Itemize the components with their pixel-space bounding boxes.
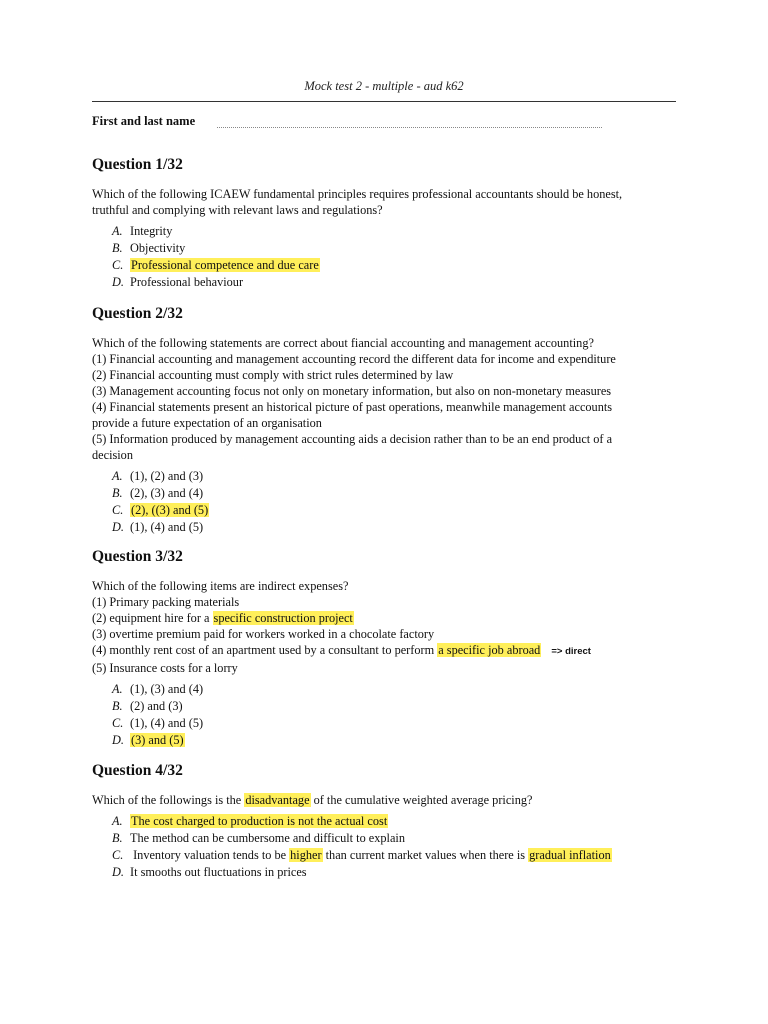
annotation-note: => direct [551, 646, 591, 657]
option-text-highlighted: Professional competence and due care [131, 258, 319, 272]
option-text: Inventory valuation tends to be [130, 848, 290, 862]
question-line: decision [92, 448, 133, 462]
option-letter: A. [112, 682, 123, 696]
question-title: Question 1/32 [92, 156, 183, 173]
option-text: Professional behaviour [130, 275, 244, 289]
question-4 [92, 762, 662, 881]
option-a[interactable] [92, 223, 662, 240]
question-line: Which of the following statements are correct about fiancial accounting and management accounting? [92, 336, 594, 350]
option-letter: D. [112, 520, 124, 534]
options-list [92, 813, 662, 881]
option-text-highlighted: The cost charged to production is not the actual cost [131, 814, 388, 828]
option-letter: D. [112, 733, 124, 747]
question-line: (3) overtime premium paid for workers worked in a chocolate factory [92, 627, 435, 641]
option-letter: D. [112, 275, 124, 289]
options-list [92, 223, 662, 291]
document-header-title: Mock test 2 - multiple - aud k62 [304, 79, 464, 93]
option-b[interactable] [92, 698, 662, 715]
option-c[interactable] [92, 257, 662, 274]
option-b[interactable] [92, 485, 662, 502]
options-list [92, 468, 662, 536]
option-letter: C. [112, 503, 124, 517]
line-text: (4) monthly rent cost of an apartment used by a consultant to perform [92, 643, 438, 657]
question-line: (5) Insurance costs for a lorry [92, 661, 238, 675]
highlighted-text: disadvantage [245, 793, 310, 807]
option-d[interactable] [92, 274, 662, 291]
option-b[interactable] [92, 240, 662, 257]
option-letter: C. [112, 848, 124, 862]
question-line [92, 610, 662, 626]
highlighted-text: a specific job abroad [438, 643, 541, 657]
option-c[interactable] [92, 502, 662, 519]
question-line: (3) Management accounting focus not only on monetary information, but also on non-monetary measures [92, 384, 612, 398]
name-field[interactable] [217, 127, 602, 128]
question-line: truthful and complying with relevant laws and regulations? [92, 203, 383, 217]
header-divider [92, 101, 676, 102]
option-text: than current market values when there is [322, 848, 529, 862]
option-b[interactable] [92, 830, 662, 847]
question-line: (1) Primary packing materials [92, 595, 240, 609]
option-letter: D. [112, 865, 124, 879]
option-d[interactable] [92, 864, 662, 881]
question-text [92, 578, 662, 676]
option-letter: B. [112, 699, 123, 713]
question-text [92, 792, 662, 808]
option-letter: B. [112, 831, 123, 845]
question-1 [92, 156, 662, 291]
question-line: (1) Financial accounting and management accounting record the different data for income and expenditure [92, 352, 616, 366]
option-letter: C. [112, 258, 124, 272]
line-text: Which of the followings is the [92, 793, 245, 807]
highlighted-text: higher [290, 848, 322, 862]
option-text: (1), (2) and (3) [130, 469, 204, 483]
option-d[interactable] [92, 519, 662, 536]
question-title: Question 2/32 [92, 305, 183, 322]
option-c[interactable] [92, 715, 662, 732]
option-text: (2), (3) and (4) [130, 486, 204, 500]
option-letter: B. [112, 486, 123, 500]
question-text [92, 335, 662, 463]
option-text-highlighted: (2), ((3) and (5) [131, 503, 209, 517]
question-line: (5) Information produced by management accounting aids a decision rather than to be an end product of a [92, 432, 613, 446]
question-line [92, 642, 662, 660]
question-line: (4) Financial statements present an historical picture of past operations, meanwhile management accounts [92, 400, 613, 414]
option-c[interactable] [92, 847, 662, 864]
option-letter: B. [112, 241, 123, 255]
option-letter: C. [112, 716, 124, 730]
question-text [92, 186, 662, 218]
highlighted-text: gradual inflation [529, 848, 611, 862]
question-line: Which of the following items are indirect expenses? [92, 579, 349, 593]
option-letter: A. [112, 469, 123, 483]
question-3 [92, 548, 662, 749]
question-line: (2) Financial accounting must comply with strict rules determined by law [92, 368, 454, 382]
option-text: Objectivity [130, 241, 186, 255]
question-2 [92, 305, 662, 536]
option-text: (1), (4) and (5) [130, 716, 204, 730]
option-a[interactable] [92, 813, 662, 830]
line-text: of the cumulative weighted average pricing? [310, 793, 533, 807]
option-d[interactable] [92, 732, 662, 749]
name-label: First and last name [92, 114, 196, 128]
option-letter: A. [112, 814, 123, 828]
option-letter: A. [112, 224, 123, 238]
option-text: Integrity [130, 224, 173, 238]
options-list [92, 681, 662, 749]
question-line [92, 792, 662, 808]
question-title: Question 4/32 [92, 762, 183, 779]
option-text-highlighted: (3) and (5) [131, 733, 184, 747]
question-line: provide a future expectation of an organisation [92, 416, 322, 430]
option-a[interactable] [92, 681, 662, 698]
option-text: The method can be cumbersome and difficult to explain [130, 831, 405, 845]
option-text: (1), (4) and (5) [130, 520, 204, 534]
highlighted-text: specific construction project [213, 611, 353, 625]
option-text: (1), (3) and (4) [130, 682, 204, 696]
line-text: (2) equipment hire for a [92, 611, 213, 625]
question-title: Question 3/32 [92, 548, 183, 565]
option-a[interactable] [92, 468, 662, 485]
option-text: It smooths out fluctuations in prices [130, 865, 307, 879]
option-text: (2) and (3) [130, 699, 183, 713]
question-line: Which of the following ICAEW fundamental principles requires professional accountants should be honest, [92, 187, 623, 201]
name-row [92, 114, 676, 134]
